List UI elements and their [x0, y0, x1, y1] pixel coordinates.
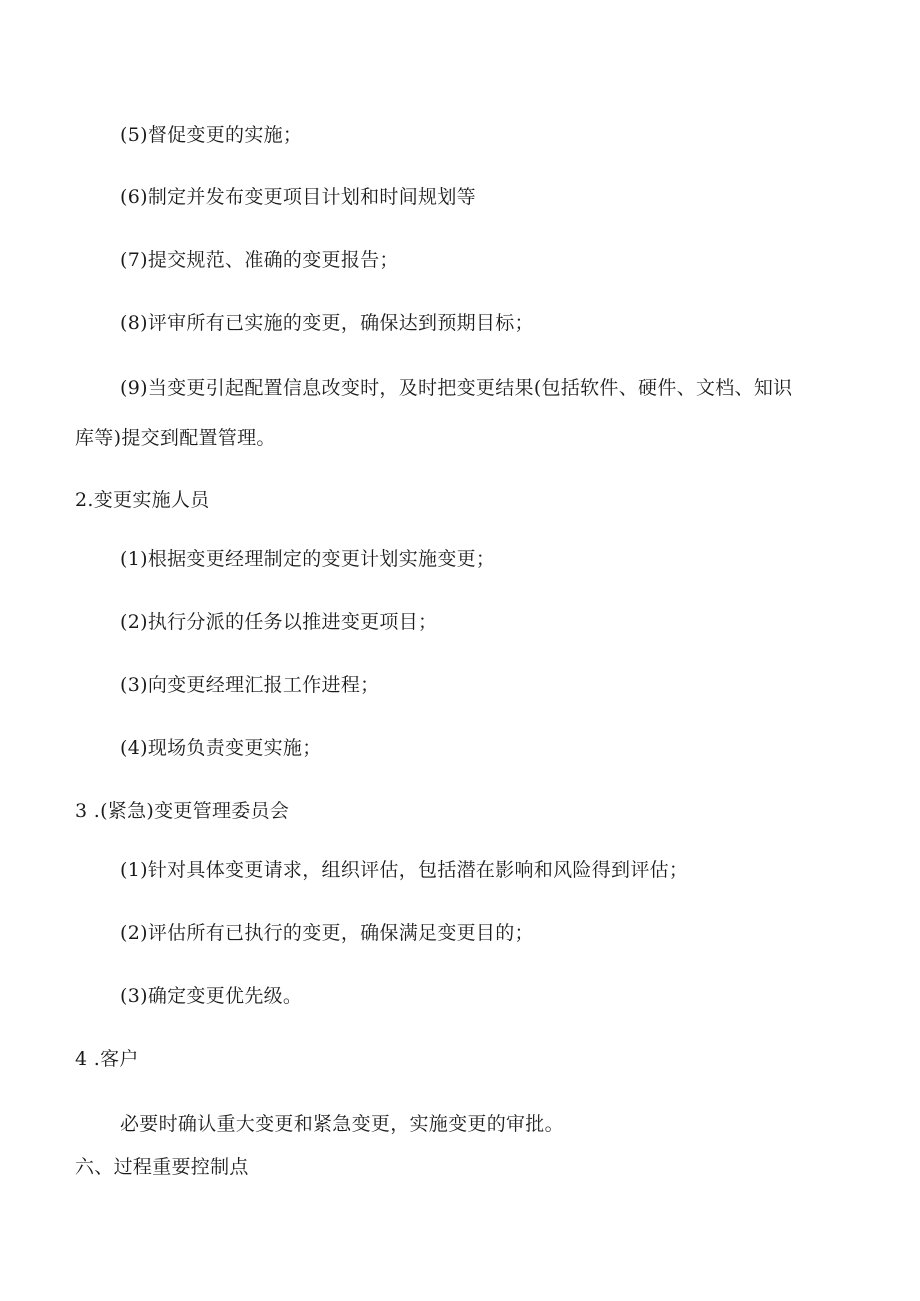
list-item: (9)当变更引起配置信息改变时，及时把变更结果(包括软件、硬件、文档、知识 — [120, 377, 793, 399]
list-item-continuation: 库等)提交到配置管理。 — [75, 427, 276, 449]
list-item: (4)现场负责变更实施； — [120, 737, 322, 759]
list-item: (3)向变更经理汇报工作进程； — [120, 674, 380, 696]
section-heading: 4 .客户 — [75, 1048, 139, 1070]
list-item: (1)针对具体变更请求，组织评估，包括潜在影响和风险得到评估； — [120, 859, 689, 881]
list-item: (3)确定变更优先级。 — [120, 985, 303, 1007]
section-heading: 六、过程重要控制点 — [75, 1156, 249, 1178]
list-item: (1)根据变更经理制定的变更计划实施变更； — [120, 548, 496, 570]
list-item: (6)制定并发布变更项目计划和时间规划等 — [120, 186, 476, 208]
section-heading: 3 .(紧急)变更管理委员会 — [75, 800, 290, 822]
paragraph: 必要时确认重大变更和紧急变更，实施变更的审批。 — [120, 1113, 564, 1135]
list-item: (5)督促变更的实施； — [120, 124, 303, 146]
section-heading: 2.变更实施人员 — [75, 489, 210, 511]
list-item: (2)评估所有已执行的变更，确保满足变更目的； — [120, 922, 534, 944]
list-item: (2)执行分派的任务以推进变更项目； — [120, 611, 438, 633]
list-item: (7)提交规范、准确的变更报告； — [120, 249, 399, 271]
list-item: (8)评审所有已实施的变更，确保达到预期目标； — [120, 312, 534, 334]
